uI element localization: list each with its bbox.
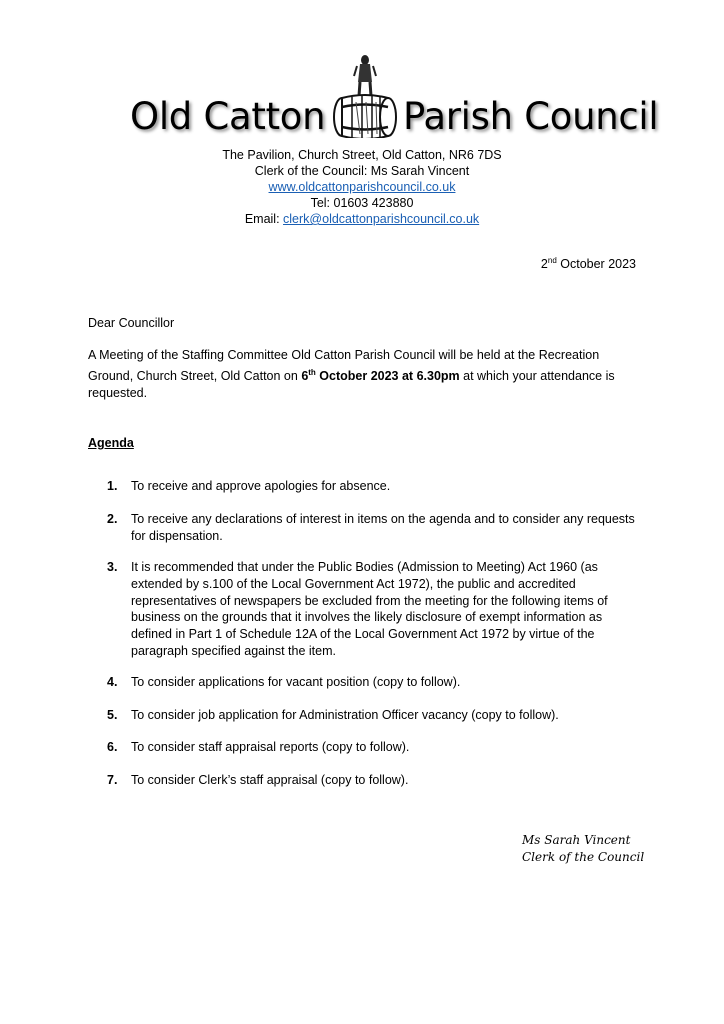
- agenda-item-number: 6.: [107, 740, 118, 754]
- clerk-line: Clerk of the Council: Ms Sarah Vincent: [254, 164, 470, 178]
- email-row: [0, 211, 724, 228]
- website-link[interactable]: www.oldcattonparishcouncil.co.uk: [268, 180, 456, 194]
- date-day: 2: [540, 257, 548, 271]
- website-row: [0, 179, 724, 196]
- agenda-item-number: 3.: [107, 560, 118, 574]
- agenda-item-text: To consider staff appraisal reports (copy to follow).: [131, 740, 410, 754]
- intro-paragraph: [88, 347, 633, 402]
- email-label: Email:: [244, 212, 284, 226]
- agenda-item-number: 4.: [107, 675, 118, 689]
- intro-text: A Meeting of the Staffing Committee Old Catton Parish Council will be held at the Recreation Ground, Church Street, Old Catton on: [88, 348, 600, 384]
- letter-date: [541, 257, 636, 271]
- agenda-item-number: 5.: [107, 708, 118, 722]
- agenda-item-text: To consider Clerk’s staff appraisal (copy to follow).: [131, 773, 409, 787]
- agenda-item-text: To consider job application for Administration Officer vacancy (copy to follow).: [131, 708, 559, 722]
- meeting-day-suffix: th: [308, 368, 316, 377]
- agenda-item-text: To receive any declarations of interest in items on the agenda and to consider any requests for dispensation.: [131, 512, 635, 543]
- council-name-left: Old Catton: [130, 95, 326, 138]
- intro-text-end: at which your attendance is requested.: [88, 369, 615, 401]
- date-suffix: nd: [547, 255, 557, 265]
- agenda-item-text: It is recommended that under the Public Bodies (Admission to Meeting) Act 1960 (as extended by s.100 of the Local Government Act 1972), the public and accredited representatives of newspapers be excluded from the meeting for the following items of business on the grounds that it involves the likely disclosure of exempt information as defined in Part 1 of Schedule 12A of the Local Government Act 1972 by virtue of the paragraph specified against the item.: [131, 560, 608, 658]
- agenda-item-number: 7.: [107, 773, 118, 787]
- signature-role: Clerk of the Council: [522, 850, 645, 864]
- address-line: The Pavilion, Church Street, Old Catton, NR6 7DS: [222, 148, 502, 162]
- meeting-date-bold: [301, 369, 459, 383]
- agenda-heading: Agenda: [88, 436, 134, 450]
- salutation: Dear Councillor: [88, 316, 175, 330]
- agenda-item-text: To receive and approve apologies for absence.: [131, 479, 391, 493]
- meeting-day: 6: [301, 369, 309, 384]
- barrel-figure-logo: [330, 52, 400, 138]
- tel-line: Tel: 01603 423880: [310, 196, 414, 210]
- council-name-right: Parish Council: [403, 95, 659, 138]
- meeting-date-time: October 2023 at 6.30pm: [315, 369, 460, 384]
- agenda-item-text: To consider applications for vacant position (copy to follow).: [131, 675, 461, 689]
- date-rest: October 2023: [556, 257, 636, 271]
- agenda-item-number: 2.: [107, 512, 118, 526]
- agenda-item-number: 1.: [107, 479, 118, 493]
- email-link[interactable]: clerk@oldcattonparishcouncil.co.uk: [283, 212, 480, 226]
- signature-name: Ms Sarah Vincent: [522, 833, 631, 847]
